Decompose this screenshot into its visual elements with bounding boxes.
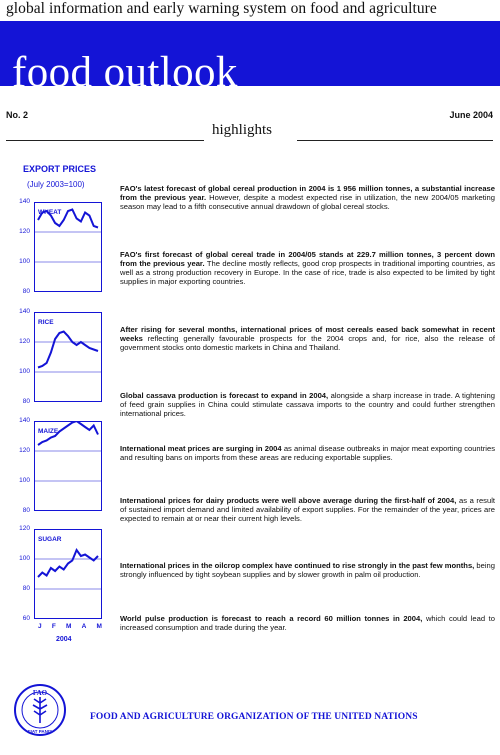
axis-tick-label: 120 bbox=[19, 525, 30, 532]
highlight-paragraph: FAO's latest forecast of global cereal production in 2004 is 1 956 million tonnes, a substantial increase from the previous year. However, despite a modest expected rise in utilization, the new 2004/05 marketing season may lead to a fifth consecutive annual drawdown of global cereal stocks. bbox=[120, 184, 495, 211]
logo-motto: FIAT PANIS bbox=[27, 729, 53, 734]
axis-tick-label: 140 bbox=[19, 417, 30, 424]
month-axis bbox=[38, 623, 102, 630]
divider-left bbox=[6, 140, 204, 141]
chart-label: WHEAT bbox=[38, 209, 62, 216]
title-banner bbox=[0, 21, 500, 96]
highlight-paragraph: After rising for several months, international prices of most cereals eased back somewhat in recent weeks reflecting generally favourable prospects for the 2004 crops and, for rice, also the release of government stocks onto domestic markets in China and Thailand. bbox=[120, 325, 495, 352]
month-label: F bbox=[51, 623, 56, 630]
price-chart-rice bbox=[34, 312, 102, 402]
month-label: J bbox=[38, 623, 42, 630]
logo-acronym: FAO bbox=[32, 689, 48, 697]
section-heading: highlights bbox=[212, 122, 273, 138]
axis-tick-label: 100 bbox=[19, 258, 30, 265]
month-label: A bbox=[81, 623, 87, 630]
issue-number: No. 2 bbox=[6, 110, 29, 120]
organization-name: FOOD AND AGRICULTURE ORGANIZATION OF THE UNITED NATIONS bbox=[90, 712, 418, 722]
month-label: M bbox=[66, 623, 72, 630]
price-chart-wheat bbox=[34, 202, 102, 292]
axis-tick-label: 120 bbox=[19, 228, 30, 235]
axis-tick-label: 80 bbox=[22, 288, 30, 295]
axis-tick-label: 80 bbox=[22, 507, 30, 514]
topline-text: global information and early warning system on food and agriculture bbox=[6, 0, 437, 17]
highlight-paragraph: World pulse production is forecast to reach a record 60 million tonnes in 2004, which could lead to increased consumption and trade during the year. bbox=[120, 614, 495, 632]
price-chart-sugar bbox=[34, 529, 102, 619]
axis-tick-label: 80 bbox=[22, 585, 30, 592]
axis-tick-label: 80 bbox=[22, 398, 30, 405]
publication-title: food outlook bbox=[12, 49, 238, 96]
axis-tick-label: 140 bbox=[19, 198, 30, 205]
axis-tick-label: 60 bbox=[22, 615, 30, 622]
month-label: M bbox=[96, 623, 102, 630]
axis-tick-label: 100 bbox=[19, 368, 30, 375]
axis-tick-label: 100 bbox=[19, 555, 30, 562]
axis-tick-label: 100 bbox=[19, 477, 30, 484]
highlight-paragraph: Global cassava production is forecast to expand in 2004, alongside a sharp increase in trade. A tightening of feed grain supplies in China could stimulate cassava imports to the country and could further strengthen international prices. bbox=[120, 391, 495, 418]
divider-right bbox=[297, 140, 493, 141]
highlight-paragraph: International prices for dairy products were well above average during the first-half of 2004, as a result of sustained import demand and limited availability of export supplies. For the remainder of the year, prices are expected to remain at or near their current high levels. bbox=[120, 496, 495, 523]
highlight-paragraph: International meat prices are surging in 2004 as animal disease outbreaks in major meat exporting countries and resulting bans on imports from these areas are reducing exportable supplies. bbox=[120, 444, 496, 462]
issue-date: June 2004 bbox=[449, 110, 493, 120]
highlight-paragraph: International prices in the oilcrop complex have continued to rise strongly in the past few months, being strongly influenced by tight soybean supplies and by slower growth in palm oil production. bbox=[120, 561, 495, 579]
highlight-paragraph: FAO's first forecast of global cereal trade in 2004/05 stands at 229.7 million tonnes, 3 percent down from the previous year. The decline mostly reflects, good crop prospects in traditional importing countries, as well as a strong production recovery in Europe. In the case of rice, trade is also expected to be limited by tight supplies in major exporting countries. bbox=[120, 250, 496, 286]
axis-tick-label: 120 bbox=[19, 338, 30, 345]
export-prices-title: EXPORT PRICES bbox=[23, 164, 97, 174]
export-prices-subtitle: (July 2003=100) bbox=[27, 180, 85, 189]
chart-label: MAIZE bbox=[38, 428, 59, 435]
fao-logo-icon bbox=[13, 683, 67, 737]
chart-label: RICE bbox=[38, 319, 54, 326]
axis-tick-label: 120 bbox=[19, 447, 30, 454]
axis-tick-label: 140 bbox=[19, 308, 30, 315]
year-label: 2004 bbox=[56, 636, 72, 643]
chart-label: SUGAR bbox=[38, 536, 62, 543]
price-chart-maize bbox=[34, 421, 102, 511]
